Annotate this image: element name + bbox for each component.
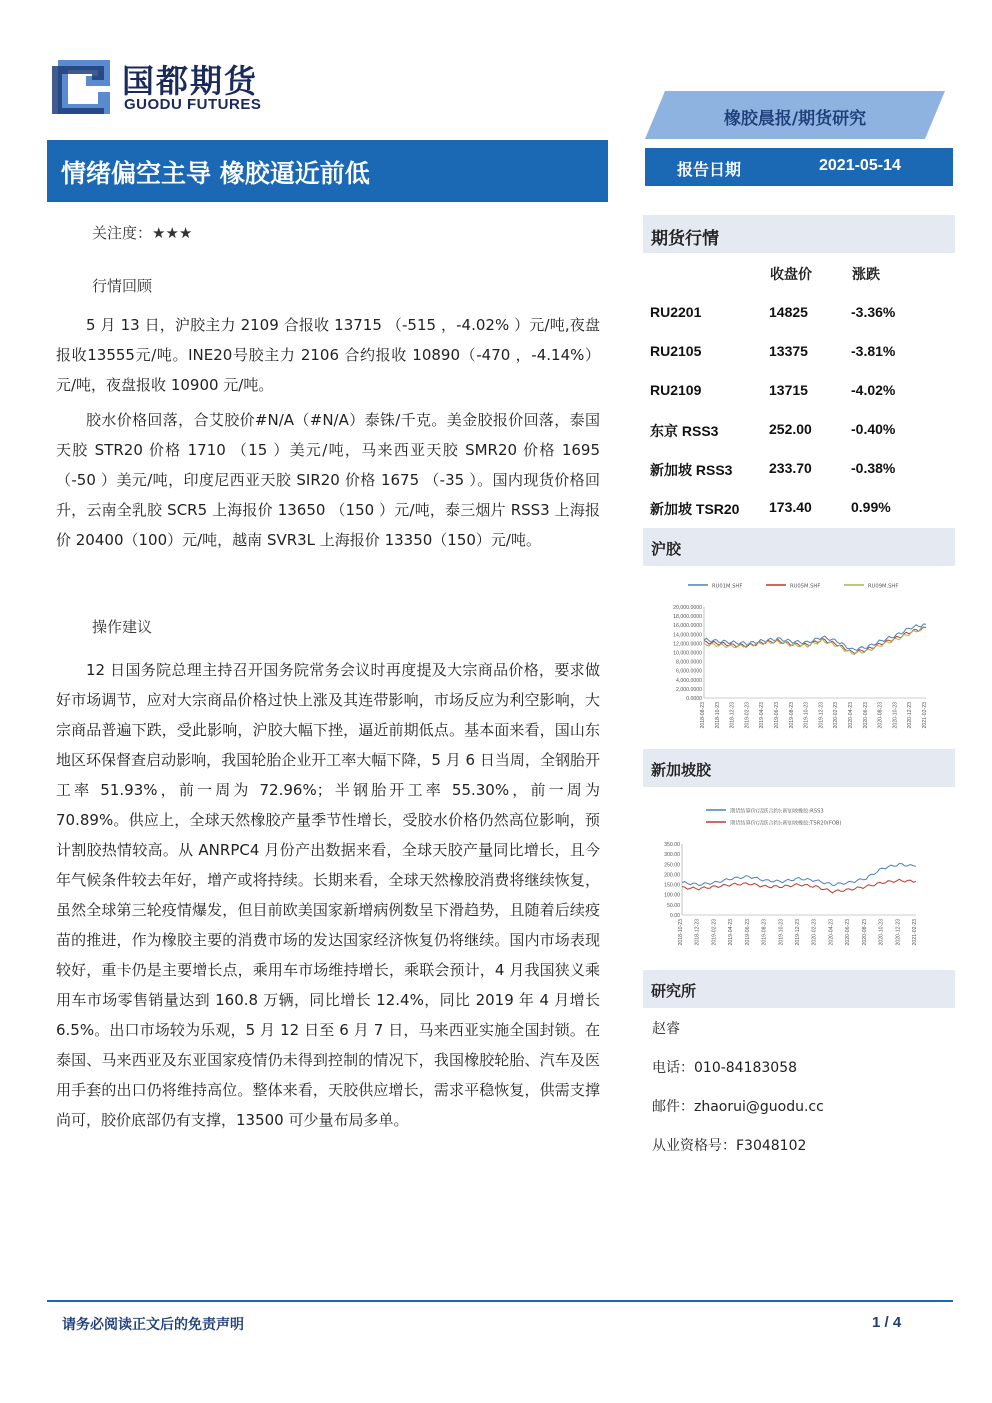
quote-close: 252.00 — [769, 421, 812, 437]
y-tick-label: 0.0000 — [686, 696, 702, 702]
quote-row — [650, 343, 950, 382]
y-tick-label: 16,000.0000 — [673, 623, 702, 630]
y-tick-label: 4,000.0000 — [676, 677, 702, 684]
quote-close: 14825 — [769, 304, 808, 320]
x-tick-label: 2019-08-23 — [788, 702, 795, 729]
title-bar — [47, 140, 608, 202]
quote-contract: RU2201 — [650, 304, 702, 320]
sgx-rubber-heading — [643, 749, 955, 787]
y-tick-label: 150.00 — [664, 882, 680, 889]
quote-contract: 东京 RSS3 — [650, 423, 719, 439]
x-tick-label: 2021-02-23 — [922, 702, 928, 729]
shfe-rubber-heading — [643, 528, 955, 566]
review-paragraph-2: 胶水价格回落，合艾胶价#N/A（#N/A）泰铢/千克。美金胶报价回落，泰国天胶 STR20 价格 1710 （15 ）美元/吨，马来西亚天胶 SMR20 价格 1695 （-50 ）美元/吨，印度尼西亚天胶 SIR20 价格 1675 （-35 ）。国内现货价格回升，云南全乳胶 SCR5 上海报价 13650 （150 ）元/吨，泰三烟片 RSS3 上海报价 20400（100）元/吨，越南 SVR3L 上海报价 13350（150）元/吨。 — [56, 411, 600, 549]
y-tick-label: 300.00 — [664, 852, 680, 859]
x-tick-label: 2019-10-23 — [803, 702, 810, 729]
quote-change: -4.02% — [851, 382, 896, 398]
logo-chinese-name: 国都期货 — [122, 62, 259, 100]
sgx-rubber-chart — [646, 795, 946, 965]
quote-row — [650, 382, 950, 421]
report-date-bar — [645, 148, 953, 186]
logo-mark-icon — [50, 56, 114, 118]
y-tick-label: 250.00 — [664, 862, 680, 869]
y-tick-label: 2,000.0000 — [676, 686, 702, 693]
x-tick-label: 2018-08-23 — [700, 702, 706, 729]
y-tick-label: 350.00 — [664, 842, 680, 848]
x-tick-label: 2019-04-23 — [759, 702, 766, 729]
x-tick-label: 2020-12-23 — [907, 702, 914, 729]
x-tick-label: 2020-06-23 — [845, 919, 852, 946]
x-tick-label: 2020-04-23 — [828, 919, 835, 946]
quote-row — [650, 304, 950, 343]
quote-change: 0.99% — [851, 499, 891, 515]
x-tick-label: 2019-12-23 — [795, 919, 801, 946]
x-tick-label: 2018-12-23 — [729, 702, 736, 729]
x-tick-label: 2018-10-23 — [714, 702, 721, 729]
shfe-rubber-chart — [646, 572, 946, 748]
y-tick-label: 100.00 — [664, 892, 680, 899]
y-tick-label: 10,000.0000 — [673, 650, 702, 657]
x-tick-label: 2020-06-23 — [862, 702, 869, 729]
y-tick-label: 200.00 — [664, 872, 680, 879]
x-tick-label: 2018-12-23 — [694, 919, 701, 946]
x-tick-label: 2019-02-23 — [744, 702, 751, 729]
legend-label: 期货结算价(活跃合约):新加坡橡胶:TSR20(FOB) — [730, 820, 842, 827]
advice-heading: 操作建议 — [92, 618, 153, 636]
research-heading — [643, 970, 955, 1008]
x-tick-label: 2020-08-23 — [861, 919, 868, 946]
legend-label: RU01M.SHF — [712, 583, 743, 590]
x-tick-label: 2019-06-23 — [744, 919, 751, 946]
x-tick-label: 2019-10-23 — [778, 919, 785, 946]
report-type-tag — [645, 91, 945, 139]
footer-divider — [47, 1300, 953, 1302]
legend-label: RU05M.SHF — [790, 583, 821, 590]
page-number: 1 / 4 — [872, 1314, 902, 1331]
quote-contract: 新加坡 RSS3 — [650, 462, 733, 478]
logo-english-name: GUODU FUTURES — [124, 96, 262, 113]
x-tick-label: 2021-02-23 — [912, 919, 918, 946]
y-tick-label: 20,000.0000 — [673, 605, 702, 611]
quote-change: -3.81% — [851, 343, 896, 359]
series-line — [682, 864, 916, 886]
x-tick-label: 2019-04-23 — [728, 919, 735, 946]
x-tick-label: 2018-10-23 — [678, 919, 684, 946]
quote-contract: RU2105 — [650, 343, 702, 359]
focus-rating: 关注度：★★★ — [92, 224, 193, 242]
legend-label: 期货结算价(活跃合约):新加坡橡胶:RSS3 — [730, 808, 824, 815]
review-paragraph-1: 5 月 13 日，沪胶主力 2109 合报收 13715 （-515 ，-4.02% ）元/吨,夜盘报收13555元/吨。INE20号胶主力 2106 合约报收 10890（-470 ，-4.14%）元/吨，夜盘报收 10900 元/吨。 — [56, 316, 600, 394]
quote-contract: RU2109 — [650, 382, 702, 398]
y-tick-label: 8,000.0000 — [676, 659, 702, 666]
x-tick-label: 2020-02-23 — [833, 702, 840, 729]
legend-label: RU09M.SHF — [868, 583, 899, 590]
advice-paragraph: 12 日国务院总理主持召开国务院常务会议时再度提及大宗商品价格，要求做好市场调节，应对大宗商品价格过快上涨及其连带影响，市场反应为利空影响，大宗商品普遍下跌，受此影响，沪胶大幅下挫，逼近前期低点。基本面来看，国山东地区环保督查启动影响，我国轮胎企业开工率大幅下降，5 月 6 日当周，全钢胎开工率 51.93%，前一周为 72.96%；半钢胎开工率 55.30%，前一周为 70.89%。供应上，全球天然橡胶产量季节性增长，受胶水价格仍然高位影响，预计割胶热情较高。从 ANRPC4 月份产出数据来看，全球天胶产量同比增长，且今年气候条件较去年好，增产或将持续。长期来看，全球天然橡胶消费将继续恢复，虽然全球第三轮疫情爆发，但目前欧美国家新增病例数呈下滑趋势，且随着后续疫苗的推进，作为橡胶主要的消费市场的发达国家经济恢复仍将继续。国内市场表现较好，重卡仍是主要增长点，乘用车市场维持增长，乘联会预计，4 月我国狭义乘用车市场零售销量达到 160.8 万辆，同比增长 12.4%，同比 2019 年 4 月增长 6.5%。出口市场较为乐观，5 月 12 日至 6 月 7 日，马来西亚实施全国封锁。在泰国、马来西亚及东亚国家疫情仍未得到控制的情况下，我国橡胶轮胎、汽车及医用手套的出口仍将维持高位。整体来看，天胶供应增长，需求平稳恢复，供需支撑尚可，胶价底部仍有支撑，13500 可少量布局多单。 — [56, 661, 600, 1129]
futures-quotes-heading-label: 期货行情 — [651, 229, 719, 249]
quote-close: 233.70 — [769, 460, 812, 476]
column-close-header: 收盘价 — [770, 267, 812, 283]
report-title: 情绪偏空主导 橡胶逼近前低 — [61, 159, 370, 188]
x-tick-label: 2019-12-23 — [818, 702, 825, 729]
quote-close: 13715 — [769, 382, 808, 398]
y-tick-label: 14,000.0000 — [673, 632, 702, 639]
quote-close: 13375 — [769, 343, 808, 359]
quote-change: -0.38% — [851, 460, 896, 476]
company-logo — [50, 50, 300, 120]
report-date-value: 2021-05-14 — [819, 157, 901, 174]
analyst-name: 赵睿 — [652, 1021, 680, 1037]
y-tick-label: 12,000.0000 — [673, 641, 702, 648]
shfe-rubber-heading-label: 沪胶 — [651, 540, 682, 558]
quote-contract: 新加坡 TSR20 — [650, 501, 740, 517]
y-tick-label: 6,000.0000 — [676, 668, 702, 675]
analyst-license: 从业资格号：F3048102 — [652, 1138, 807, 1154]
y-tick-label: 18,000.0000 — [673, 614, 702, 621]
x-tick-label: 2020-08-23 — [877, 702, 884, 729]
disclaimer-note: 请务必阅读正文后的免责声明 — [62, 1317, 244, 1333]
review-heading: 行情回顾 — [92, 277, 153, 295]
x-tick-label: 2019-02-23 — [711, 919, 718, 946]
sgx-rubber-heading-label: 新加坡胶 — [651, 761, 712, 779]
x-tick-label: 2019-08-23 — [761, 919, 768, 946]
research-heading-label: 研究所 — [651, 982, 697, 1000]
quote-close: 173.40 — [769, 499, 812, 515]
y-tick-label: 0.00 — [669, 913, 680, 919]
futures-quotes-heading — [643, 215, 955, 253]
report-type-label: 橡胶晨报/期货研究 — [723, 109, 867, 129]
report-date-label: 报告日期 — [677, 160, 742, 179]
x-tick-label: 2020-02-23 — [811, 919, 818, 946]
quote-row — [650, 460, 950, 499]
x-tick-label: 2020-12-23 — [895, 919, 902, 946]
y-tick-label: 50.00 — [667, 902, 680, 909]
analyst-email[interactable]: 邮件：zhaorui@guodu.cc — [652, 1099, 824, 1115]
x-tick-label: 2020-10-23 — [878, 919, 885, 946]
x-tick-label: 2020-10-23 — [892, 702, 899, 729]
column-change-header: 涨跌 — [852, 267, 880, 283]
quote-change: -3.36% — [851, 304, 896, 320]
quote-row — [650, 421, 950, 460]
x-tick-label: 2019-06-23 — [774, 702, 780, 729]
analyst-phone: 电话：010-84183058 — [652, 1060, 798, 1076]
x-tick-label: 2020-04-23 — [848, 702, 854, 729]
quote-change: -0.40% — [851, 421, 896, 437]
